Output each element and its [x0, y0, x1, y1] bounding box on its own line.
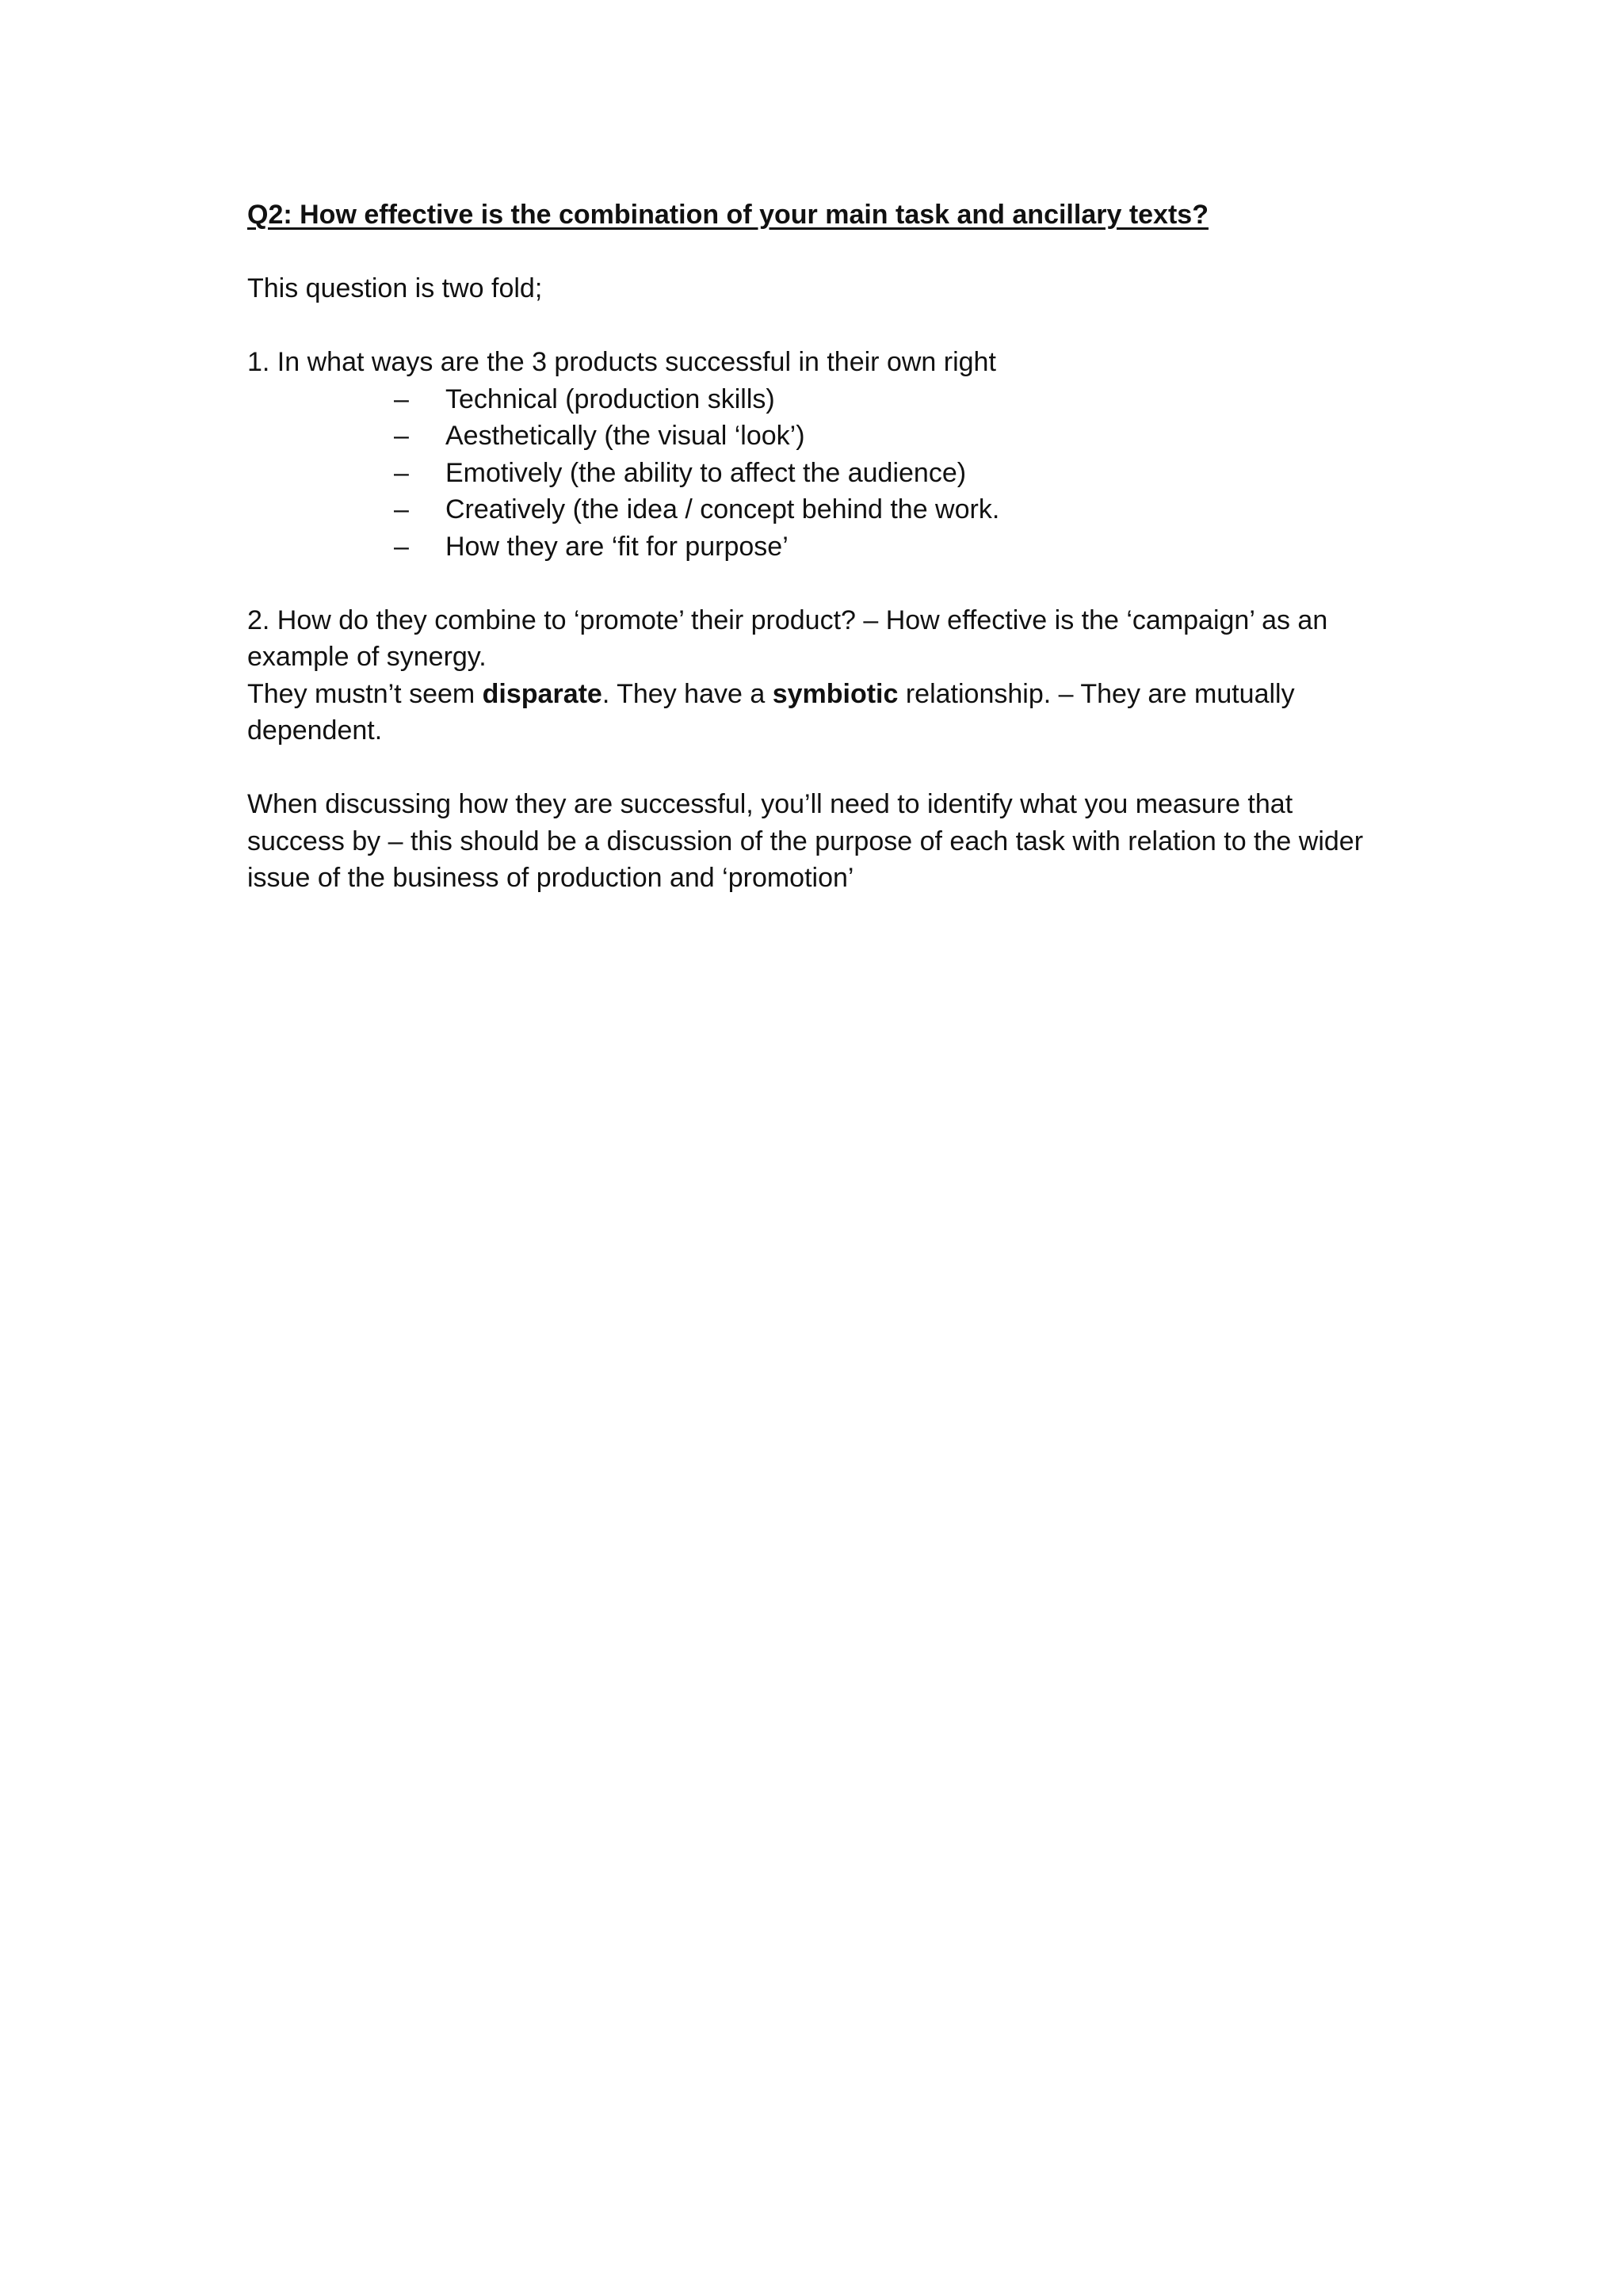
- spacer: [247, 234, 1396, 271]
- point2-text-b: . They have a: [601, 678, 773, 709]
- bullet-item: [247, 528, 1396, 566]
- bullet-text: Technical (production skills): [445, 383, 775, 414]
- document-body: [247, 196, 1396, 897]
- point2-explanation: [247, 676, 1396, 749]
- keyword-symbiotic: symbiotic: [772, 678, 899, 709]
- point1-bullet-list: [247, 381, 1396, 566]
- bullet-item: [247, 455, 1396, 492]
- point2-text-a: They mustn’t seem: [247, 678, 483, 709]
- bullet-text: Aesthetically (the visual ‘look’): [445, 421, 805, 451]
- point1-heading: 1. In what ways are the 3 products successful in their own right: [247, 347, 996, 377]
- bullet-dash: –: [394, 421, 409, 451]
- intro-text: This question is two fold;: [247, 273, 543, 303]
- bullet-text: Emotively (the ability to affect the audience): [445, 457, 967, 488]
- bullet-dash: –: [394, 531, 409, 562]
- bullet-text: How they are ‘fit for purpose’: [445, 531, 789, 562]
- point2-text-c: relationship. – They are mutually dependent.: [247, 678, 1295, 746]
- bullet-dash: –: [394, 383, 409, 414]
- spacer: [247, 565, 1396, 602]
- bullet-dash: –: [394, 494, 409, 524]
- closing-paragraph: When discussing how they are successful, you’ll need to identify what you measure that success by – this should be a discussion of the purpose of each task with relation to the wider issue of the business of production and ‘promotion’: [247, 789, 1364, 893]
- spacer: [247, 307, 1396, 345]
- bullet-item: [247, 418, 1396, 455]
- bullet-item: [247, 491, 1396, 528]
- spacer: [247, 749, 1396, 787]
- bullet-item: [247, 381, 1396, 418]
- keyword-disparate: disparate: [482, 678, 602, 709]
- bullet-dash: –: [394, 457, 409, 488]
- question-title: Q2: How effective is the combination of your main task and ancillary texts?: [247, 200, 1209, 230]
- point2-question: 2. How do they combine to ‘promote’ their product? – How effective is the ‘campaign’ as an example of synergy.: [247, 605, 1328, 672]
- bullet-text: Creatively (the idea / concept behind the work.: [445, 494, 1000, 524]
